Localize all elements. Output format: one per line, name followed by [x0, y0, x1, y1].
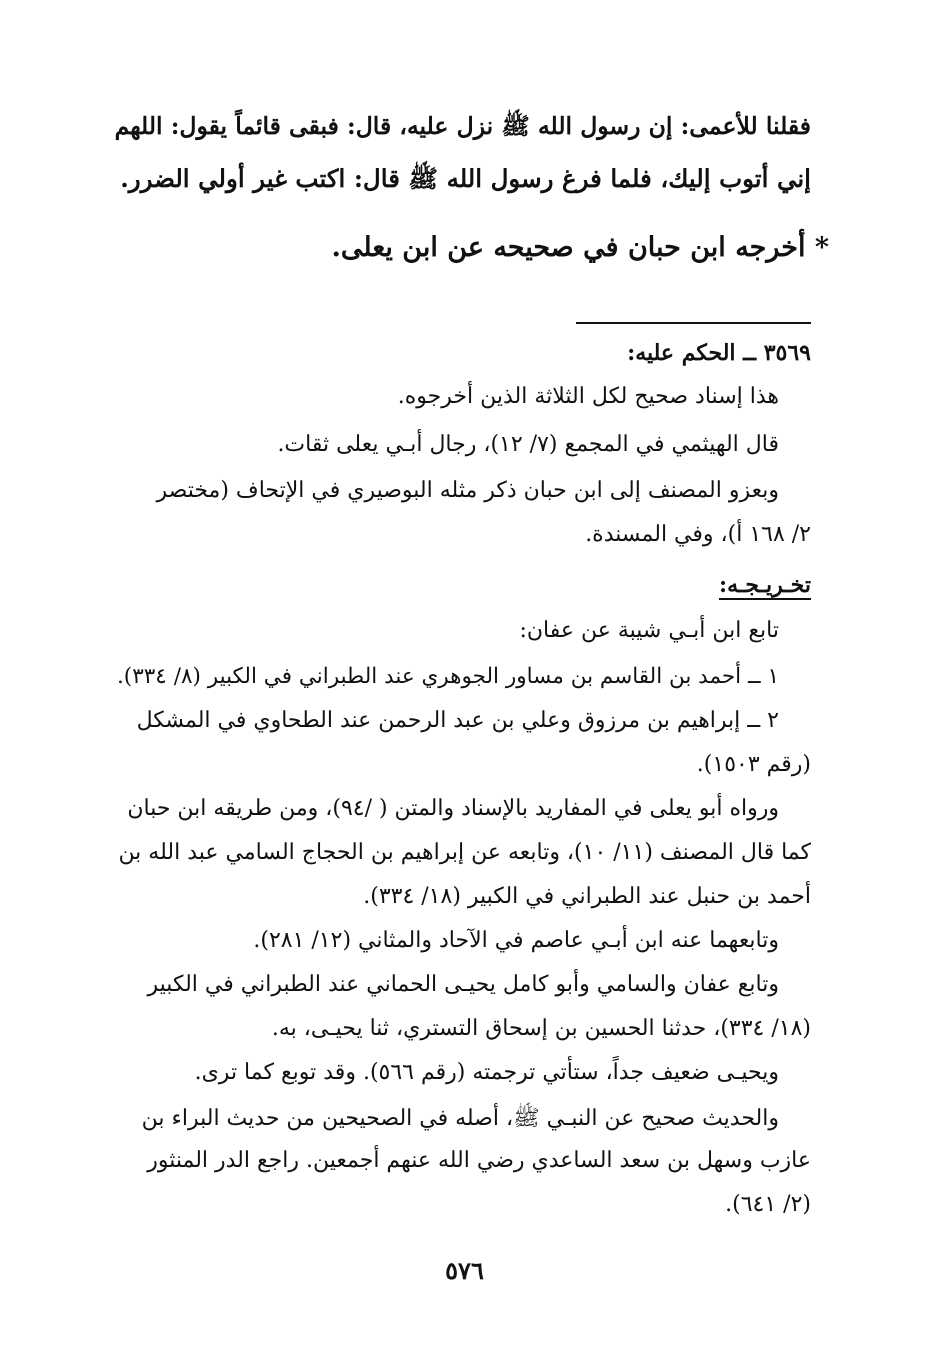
hukm-line-4: ٢/ ١٦٨ أ)، وفي المسندة. — [585, 522, 811, 547]
hukm-heading: ٣٥٦٩ ــ الحكم عليه: — [627, 340, 811, 366]
hukm-line-3: وبعزو المصنف إلى ابن حبان ذكر مثله البوصيري في الإتحاف (مختصر — [156, 478, 779, 503]
main-text-line-1: فقلنا للأعمى: إن رسول الله ﷺ نزل عليه، قال: فبقى قائماً يقول: اللهم — [114, 112, 811, 140]
takhrij-line-7: أحمد بن حنبل عند الطبراني في الكبير (١٨/ ٣٣٤). — [363, 884, 811, 909]
takhrij-line-12: والحديث صحيح عن النبـي ﷺ، أصله في الصحيحين من حديث البراء بن — [141, 1106, 779, 1131]
takhrij-line-6: كما قال المصنف (١١/ ١٠)، وتابعه عن إبراهيم بن الحجاج السامي عبد الله بن — [118, 840, 811, 865]
takhrij-line-5: ورواه أبو يعلى في المفاريد بالإسناد والمتن ( /٩٤)، ومن طريقه ابن حبان — [127, 796, 779, 821]
takhrij-line-2: ١ ــ أحمد بن القاسم بن مساور الجوهري عند الطبراني في الكبير (٨/ ٣٣٤). — [116, 664, 779, 689]
footnote-separator-rule — [576, 322, 811, 324]
takhrij-note: * أخرجه ابن حبان في صحيحه عن ابن يعلى. — [331, 232, 829, 263]
takhrij-line-11: ويحيـى ضعيف جداً، ستأتي ترجمته (رقم ٥٦٦). وقد توبع كما ترى. — [194, 1060, 779, 1085]
takhrij-line-14: (٢/ ٦٤١). — [725, 1192, 811, 1217]
takhrij-heading-text: تخـريـجـه: — [718, 572, 811, 598]
takhrij-line-4: (رقم ١٥٠٣). — [696, 752, 811, 777]
takhrij-line-13: عازب وسهل بن سعد الساعدي رضي الله عنهم أجمعين. راجع الدر المنثور — [147, 1148, 811, 1173]
page-number: ٥٧٦ — [445, 1256, 484, 1285]
takhrij-line-3: ٢ ــ إبراهيم بن مرزوق وعلي بن عبد الرحمن عند الطحاوي في المشكل — [136, 708, 779, 733]
takhrij-heading — [111, 572, 811, 598]
takhrij-line-8: وتابعهما عنه ابن أبـي عاصم في الآحاد والمثاني (١٢/ ٢٨١). — [253, 928, 779, 953]
main-text-line-2: إني أتوب إليك، فلما فرغ رسول الله ﷺ قال: اكتب غير أولي الضرر. — [120, 164, 811, 193]
hukm-line-2: قال الهيثمي في المجمع (٧/ ١٢)، رجال أبـي يعلى ثقات. — [277, 432, 779, 457]
takhrij-line-1: تابع ابن أبـي شيبة عن عفان: — [519, 618, 779, 643]
takhrij-line-10: (١٨/ ٣٣٤)، حدثنا الحسين بن إسحاق التستري، ثنا يحيـى، به. — [271, 1016, 811, 1041]
takhrij-line-9: وتابع عفان والسامي وأبو كامل يحيـى الحماني عند الطبراني في الكبير — [147, 972, 779, 997]
hukm-line-1: هذا إسناد صحيح لكل الثلاثة الذين أخرجوه. — [397, 384, 779, 409]
